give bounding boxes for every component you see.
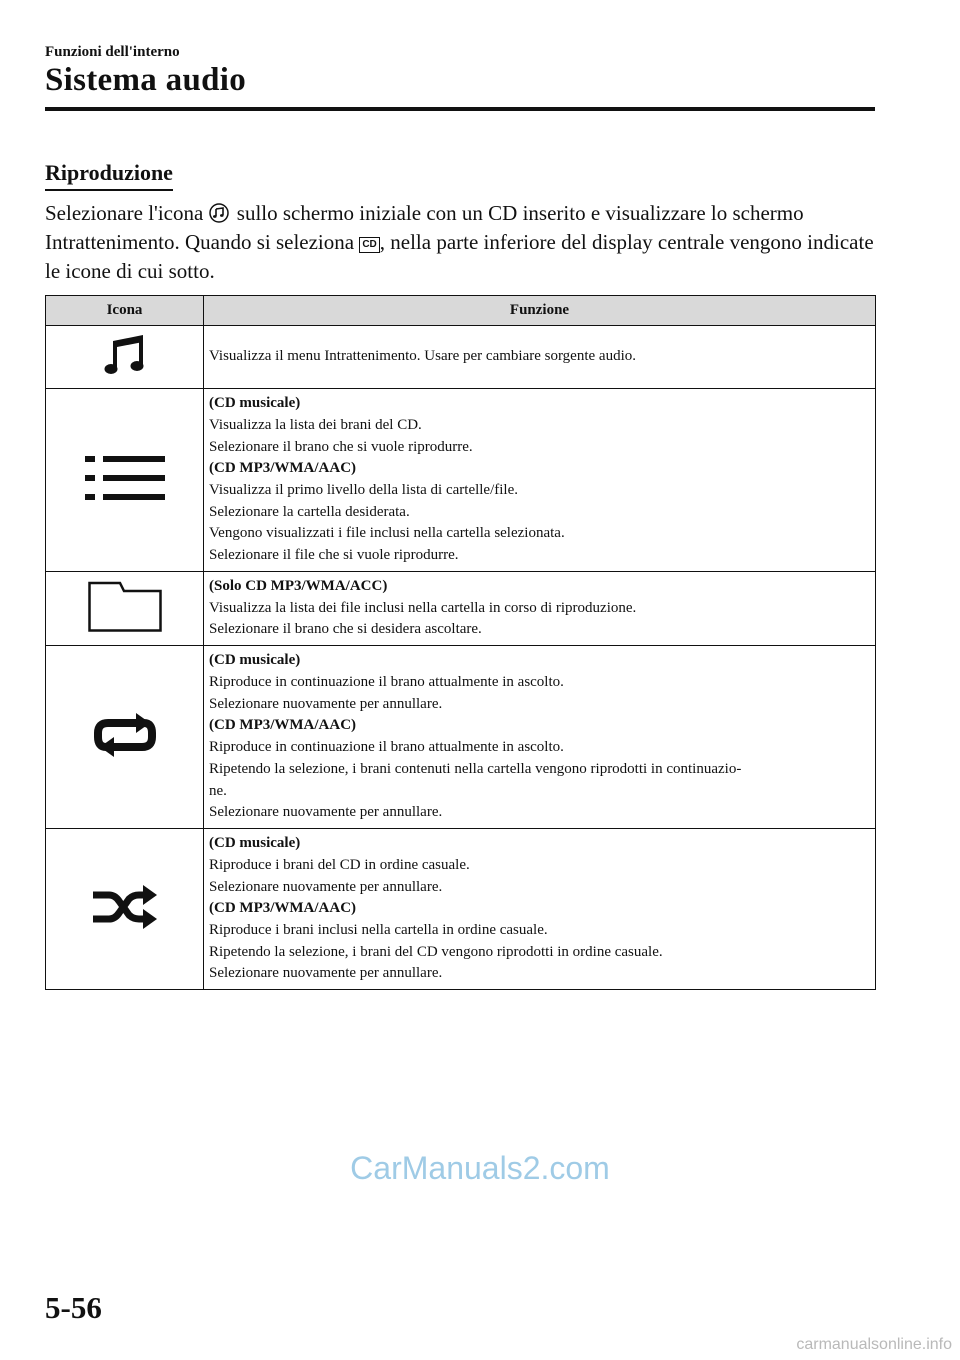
function-table xyxy=(45,295,876,990)
function-description xyxy=(204,829,876,990)
function-description xyxy=(204,326,876,389)
footer-site-link[interactable]: carmanualsonline.info xyxy=(796,1336,952,1353)
intro-paragraph xyxy=(45,199,875,286)
watermark-text: CarManuals2.com xyxy=(350,1150,610,1186)
description-line: (CD MP3/WMA/AAC) xyxy=(209,900,357,917)
description-line: Selezionare il file che si vuole riprodurre. xyxy=(209,547,459,564)
description-line: Selezionare la cartella desiderata. xyxy=(209,503,410,520)
table-row xyxy=(46,389,876,572)
folder-icon xyxy=(88,580,162,632)
description-line: Visualizza la lista dei brani del CD. xyxy=(209,416,422,433)
description-line: (CD musicale) xyxy=(209,395,301,412)
cd-icon: CD xyxy=(359,237,379,253)
description-line: Vengono visualizzati i file inclusi nella cartella selezionata. xyxy=(209,525,565,542)
music-note-icon xyxy=(103,332,147,378)
description-line: ne. xyxy=(209,782,227,799)
description-line: Visualizza il primo livello della lista di cartelle/file. xyxy=(209,482,518,498)
description-line: Selezionare nuovamente per annullare. xyxy=(209,695,443,712)
table-row xyxy=(46,572,876,646)
intro-text-3: , nella parte inferiore del display centrale vengono indicate le icone di cui sotto. xyxy=(45,230,874,283)
description-line: Riproduce in continuazione il brano attualmente in ascolto. xyxy=(209,739,564,756)
description-line: Riproduce in continuazione il brano attualmente in ascolto. xyxy=(209,674,564,690)
page-title: Sistema audio xyxy=(45,62,247,98)
intro-text-1: Selezionare l'icona xyxy=(45,201,209,225)
header-icon: Icona xyxy=(46,296,204,326)
description-line: Selezionare nuovamente per annullare. xyxy=(209,878,443,895)
description-line: Selezionare il brano che si vuole riprodurre. xyxy=(209,438,473,455)
table-header-row xyxy=(46,296,876,326)
description-line: Selezionare nuovamente per annullare. xyxy=(209,965,443,982)
title-divider xyxy=(45,107,875,111)
breadcrumb: Funzioni dell'interno xyxy=(45,44,180,60)
description-line: Visualizza il menu Intrattenimento. Usare per cambiare sorgente audio. xyxy=(209,348,636,365)
description-line: Selezionare il brano che si desidera ascoltare. xyxy=(209,621,482,638)
function-description xyxy=(204,572,876,646)
intro-text-2: sullo schermo iniziale con un CD inserito e visualizzare lo schermo Intrattenimento. Quando si seleziona xyxy=(45,201,804,254)
icon-cell xyxy=(46,646,204,829)
repeat-icon xyxy=(92,711,158,759)
icon-cell xyxy=(46,326,204,389)
description-line: (CD musicale) xyxy=(209,652,301,669)
description-line: Riproduce i brani inclusi nella cartella in ordine casuale. xyxy=(209,921,548,938)
description-line: (CD MP3/WMA/AAC) xyxy=(209,717,357,734)
icon-cell xyxy=(46,572,204,646)
description-line: Ripetendo la selezione, i brani contenuti nella cartella vengono riprodotti in continuazio- xyxy=(209,760,742,777)
description-line: (CD MP3/WMA/AAC) xyxy=(209,460,357,477)
description-line: Selezionare nuovamente per annullare. xyxy=(209,804,443,821)
description-line: Visualizza la lista dei file inclusi nella cartella in corso di riproduzione. xyxy=(209,599,637,616)
function-description xyxy=(204,646,876,829)
page-number: 5-56 xyxy=(45,1290,102,1325)
table-row xyxy=(46,646,876,829)
header-function: Funzione xyxy=(204,296,876,326)
music-note-circle-icon xyxy=(209,203,229,223)
table-row xyxy=(46,829,876,990)
list-icon xyxy=(85,454,165,502)
table-row xyxy=(46,326,876,389)
description-line: (Solo CD MP3/WMA/ACC) xyxy=(209,578,388,594)
description-line: (CD musicale) xyxy=(209,835,301,852)
icon-cell xyxy=(46,829,204,990)
shuffle-icon xyxy=(91,883,159,931)
description-line: Riproduce i brani del CD in ordine casuale. xyxy=(209,856,470,873)
description-line: Ripetendo la selezione, i brani del CD vengono riprodotti in ordine casuale. xyxy=(209,943,663,960)
icon-cell xyxy=(46,389,204,572)
section-heading: Riproduzione xyxy=(45,160,173,191)
function-description xyxy=(204,389,876,572)
